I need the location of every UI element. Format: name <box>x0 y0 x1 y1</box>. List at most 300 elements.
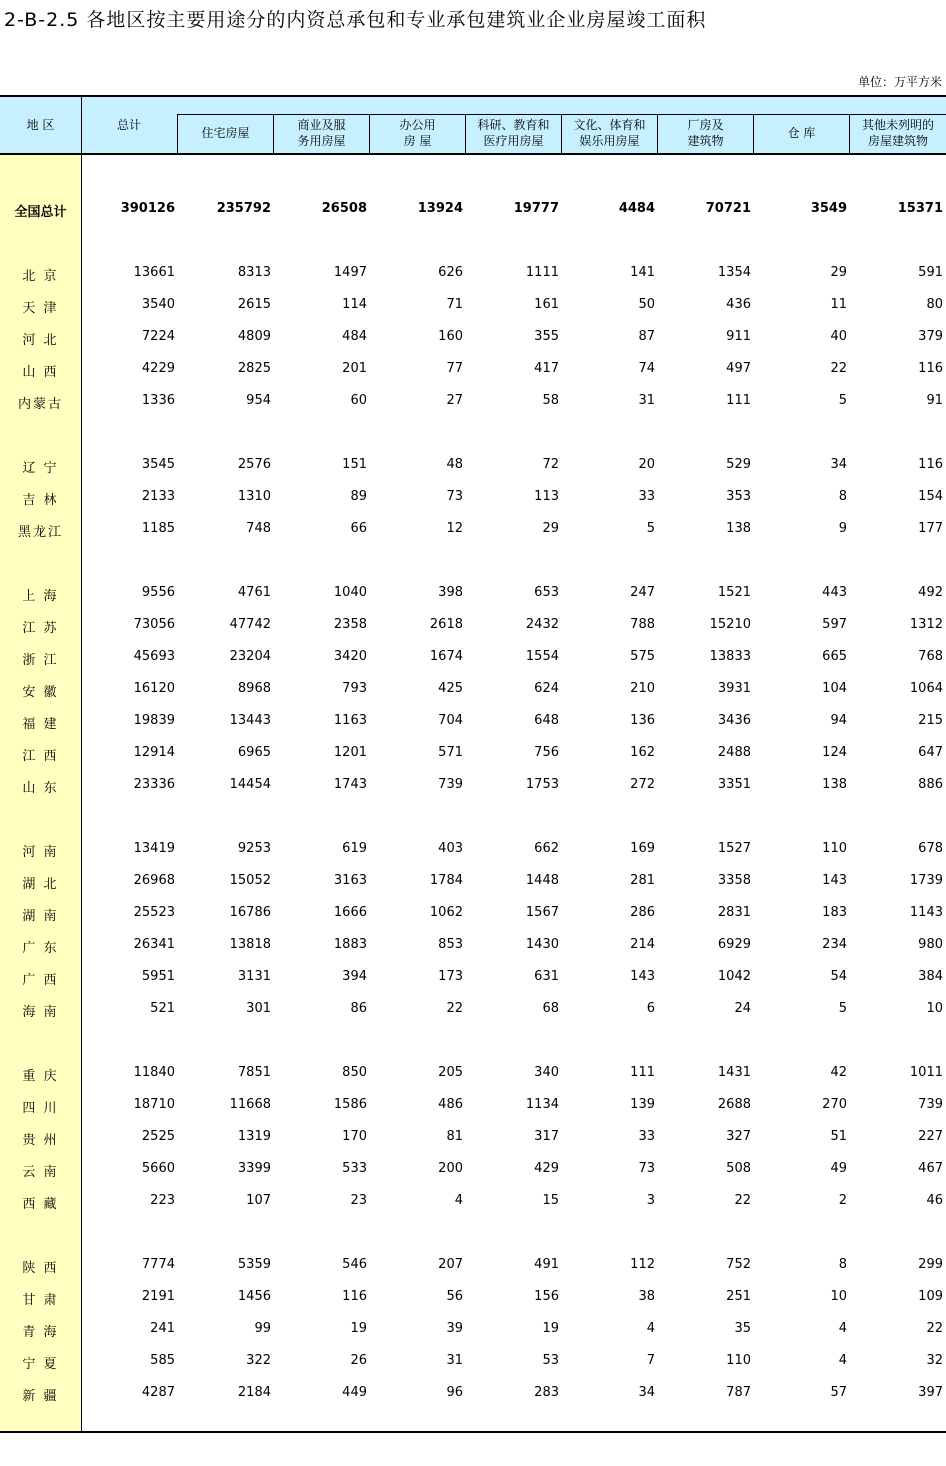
table-cell: 3131 <box>237 969 271 984</box>
region-name: 陕 西 <box>22 1261 59 1276</box>
table-cell: 648 <box>534 713 559 728</box>
table-cell: 136 <box>630 713 655 728</box>
table-cell: 39 <box>446 1321 463 1336</box>
region-name: 江 西 <box>22 749 59 764</box>
table-cell: 1431 <box>717 1065 751 1080</box>
header-col-line1: 厂房及 <box>687 118 724 132</box>
table-cell: 49 <box>830 1161 847 1176</box>
header-col <box>562 117 657 149</box>
region-name: 河 北 <box>22 333 59 348</box>
header-col-line2: 房屋建筑物 <box>867 134 928 148</box>
table-cell: 47742 <box>229 617 271 632</box>
table-cell: 116 <box>918 457 943 472</box>
table-cell: 425 <box>438 681 463 696</box>
table-cell: 4 <box>454 1193 463 1208</box>
table-cell: 1336 <box>141 393 175 408</box>
table-cell: 1497 <box>333 265 367 280</box>
table-cell: 575 <box>630 649 655 664</box>
table-row <box>0 897 946 929</box>
total-row <box>0 193 946 225</box>
table-cell: 301 <box>246 1001 271 1016</box>
table-cell: 104 <box>822 681 847 696</box>
table-cell: 591 <box>918 265 943 280</box>
table-cell: 665 <box>822 649 847 664</box>
table-cell: 2488 <box>717 745 751 760</box>
table-cell: 20 <box>638 457 655 472</box>
table-cell: 390126 <box>120 201 175 216</box>
table-cell: 223 <box>150 1193 175 1208</box>
table-cell: 77 <box>446 361 463 376</box>
table-cell: 486 <box>438 1097 463 1112</box>
table-cell: 31 <box>446 1353 463 1368</box>
table-cell: 247 <box>630 585 655 600</box>
table-cell: 5 <box>838 1001 847 1016</box>
table-cell: 546 <box>342 1257 367 1272</box>
table-cell: 251 <box>726 1289 751 1304</box>
table-row <box>0 609 946 641</box>
table-cell: 96 <box>446 1385 463 1400</box>
table-cell: 768 <box>918 649 943 664</box>
table-cell: 8313 <box>237 265 271 280</box>
region-name: 云 南 <box>22 1165 59 1180</box>
table-cell: 497 <box>726 361 751 376</box>
table-cell: 13443 <box>229 713 271 728</box>
table-cell: 1312 <box>909 617 943 632</box>
table-cell: 1586 <box>333 1097 367 1112</box>
table-cell: 40 <box>830 329 847 344</box>
table-cell: 2358 <box>333 617 367 632</box>
header-col <box>178 125 273 141</box>
table-row <box>0 865 946 897</box>
table-cell: 1354 <box>717 265 751 280</box>
region-name: 浙 江 <box>22 653 59 668</box>
table-cell: 151 <box>342 457 367 472</box>
table-cell: 116 <box>342 1289 367 1304</box>
table-cell: 13661 <box>133 265 175 280</box>
table-row <box>0 353 946 385</box>
header-col-line1: 仓 库 <box>787 126 816 140</box>
table-cell: 2 <box>838 1193 847 1208</box>
table-cell: 4 <box>838 1353 847 1368</box>
table-cell: 467 <box>918 1161 943 1176</box>
table-cell: 3436 <box>717 713 751 728</box>
table-cell: 7224 <box>141 329 175 344</box>
table-cell: 3545 <box>141 457 175 472</box>
table-cell: 739 <box>438 777 463 792</box>
table-cell: 23204 <box>229 649 271 664</box>
table-cell: 6 <box>646 1001 655 1016</box>
table-row <box>0 705 946 737</box>
table-cell: 87 <box>638 329 655 344</box>
header-total: 总计 <box>116 118 141 132</box>
table-cell: 270 <box>822 1097 847 1112</box>
table-cell: 1042 <box>717 969 751 984</box>
region-name: 甘 肃 <box>22 1293 59 1308</box>
table-cell: 492 <box>918 585 943 600</box>
table-row <box>0 769 946 801</box>
table-row <box>0 1377 946 1409</box>
table-cell: 13818 <box>229 937 271 952</box>
table-cell: 1040 <box>333 585 367 600</box>
table-cell: 16786 <box>229 905 271 920</box>
table-cell: 3540 <box>141 297 175 312</box>
table-cell: 4761 <box>237 585 271 600</box>
table-cell: 15210 <box>709 617 751 632</box>
table-cell: 739 <box>918 1097 943 1112</box>
region-name: 福 建 <box>22 717 59 732</box>
table-cell: 162 <box>630 745 655 760</box>
table-cell: 299 <box>918 1257 943 1272</box>
table-cell: 1567 <box>525 905 559 920</box>
table-cell: 443 <box>822 585 847 600</box>
table-cell: 355 <box>534 329 559 344</box>
page-title: 2-B-2.5 各地区按主要用途分的内资总承包和专业承包建筑业企业房屋竣工面积 <box>4 9 707 31</box>
table-cell: 5951 <box>141 969 175 984</box>
table-cell: 954 <box>246 393 271 408</box>
region-name: 青 海 <box>22 1325 59 1340</box>
header-col <box>274 117 369 149</box>
table-cell: 8 <box>838 1257 847 1272</box>
table-cell: 73 <box>638 1161 655 1176</box>
table-cell: 484 <box>342 329 367 344</box>
table-cell: 19777 <box>513 201 559 216</box>
table-cell: 272 <box>630 777 655 792</box>
table-cell: 4 <box>838 1321 847 1336</box>
table-cell: 1554 <box>525 649 559 664</box>
table-cell: 22 <box>926 1321 943 1336</box>
table-cell: 116 <box>918 361 943 376</box>
table-cell: 1011 <box>909 1065 943 1080</box>
table-row <box>0 929 946 961</box>
table-cell: 1883 <box>333 937 367 952</box>
table-cell: 886 <box>918 777 943 792</box>
table-cell: 379 <box>918 329 943 344</box>
table-cell: 71 <box>446 297 463 312</box>
table-cell: 109 <box>918 1289 943 1304</box>
table-cell: 853 <box>438 937 463 952</box>
table-cell: 12914 <box>133 745 175 760</box>
table-cell: 48 <box>446 457 463 472</box>
table-row <box>0 1185 946 1217</box>
region-name: 吉 林 <box>22 493 59 508</box>
table-row <box>0 1089 946 1121</box>
table-cell: 2615 <box>237 297 271 312</box>
table-cell: 26341 <box>133 937 175 952</box>
table-cell: 110 <box>726 1353 751 1368</box>
table-cell: 1134 <box>525 1097 559 1112</box>
table-cell: 114 <box>342 297 367 312</box>
table-cell: 1674 <box>429 649 463 664</box>
table-cell: 2432 <box>525 617 559 632</box>
table-cell: 9253 <box>237 841 271 856</box>
table-row <box>0 385 946 417</box>
table-cell: 14454 <box>229 777 271 792</box>
table-cell: 429 <box>534 1161 559 1176</box>
table-cell: 110 <box>822 841 847 856</box>
table-cell: 340 <box>534 1065 559 1080</box>
table-cell: 1143 <box>909 905 943 920</box>
table-cell: 73056 <box>133 617 175 632</box>
table-cell: 11840 <box>133 1065 175 1080</box>
table-cell: 56 <box>446 1289 463 1304</box>
table-cell: 15371 <box>897 201 943 216</box>
table-cell: 1062 <box>429 905 463 920</box>
table-cell: 214 <box>630 937 655 952</box>
table-cell: 138 <box>822 777 847 792</box>
table-cell: 169 <box>630 841 655 856</box>
table-cell: 13833 <box>709 649 751 664</box>
table-cell: 124 <box>822 745 847 760</box>
table-cell: 394 <box>342 969 367 984</box>
table-row <box>0 833 946 865</box>
header-col-line2: 建筑物 <box>687 134 724 148</box>
table-cell: 141 <box>630 265 655 280</box>
table-cell: 322 <box>246 1353 271 1368</box>
region-name: 广 东 <box>22 941 59 956</box>
region-name: 河 南 <box>22 845 59 860</box>
table-cell: 54 <box>830 969 847 984</box>
table-cell: 111 <box>630 1065 655 1080</box>
table-cell: 521 <box>150 1001 175 1016</box>
table-cell: 26508 <box>321 201 367 216</box>
table-cell: 397 <box>918 1385 943 1400</box>
table-cell: 529 <box>726 457 751 472</box>
table-cell: 26 <box>350 1353 367 1368</box>
table-cell: 1430 <box>525 937 559 952</box>
table-cell: 631 <box>534 969 559 984</box>
table-cell: 3163 <box>333 873 367 888</box>
table-cell: 5359 <box>237 1257 271 1272</box>
header-col <box>754 125 849 141</box>
table-cell: 210 <box>630 681 655 696</box>
table-cell: 1739 <box>909 873 943 888</box>
table-cell: 317 <box>534 1129 559 1144</box>
table-cell: 748 <box>246 521 271 536</box>
table-cell: 752 <box>726 1257 751 1272</box>
table-cell: 94 <box>830 713 847 728</box>
table-cell: 200 <box>438 1161 463 1176</box>
region-name: 重 庆 <box>22 1069 59 1084</box>
table-cell: 22 <box>830 361 847 376</box>
table-cell: 417 <box>534 361 559 376</box>
table-cell: 1310 <box>237 489 271 504</box>
table-cell: 678 <box>918 841 943 856</box>
table-cell: 624 <box>534 681 559 696</box>
table-cell: 80 <box>926 297 943 312</box>
table-row <box>0 1057 946 1089</box>
table-cell: 449 <box>342 1385 367 1400</box>
table-cell: 2825 <box>237 361 271 376</box>
table-cell: 81 <box>446 1129 463 1144</box>
table-cell: 9 <box>838 521 847 536</box>
table-cell: 154 <box>918 489 943 504</box>
region-name: 天 津 <box>22 301 59 316</box>
table-top-rule <box>0 95 946 97</box>
table-cell: 2184 <box>237 1385 271 1400</box>
header-col <box>466 117 561 149</box>
table-cell: 436 <box>726 297 751 312</box>
table-cell: 2133 <box>141 489 175 504</box>
table-cell: 1527 <box>717 841 751 856</box>
table-cell: 1666 <box>333 905 367 920</box>
table-cell: 3931 <box>717 681 751 696</box>
table-cell: 619 <box>342 841 367 856</box>
table-row <box>0 257 946 289</box>
table-cell: 597 <box>822 617 847 632</box>
table-cell: 42 <box>830 1065 847 1080</box>
table-cell: 1064 <box>909 681 943 696</box>
table-cell: 160 <box>438 329 463 344</box>
table-cell: 11 <box>830 297 847 312</box>
table-row <box>0 737 946 769</box>
table-cell: 86 <box>350 1001 367 1016</box>
table-cell: 793 <box>342 681 367 696</box>
table-cell: 1201 <box>333 745 367 760</box>
table-cell: 4287 <box>141 1385 175 1400</box>
table-cell: 73 <box>446 489 463 504</box>
table-cell: 29 <box>830 265 847 280</box>
table-cell: 45693 <box>133 649 175 664</box>
table-cell: 89 <box>350 489 367 504</box>
table-cell: 491 <box>534 1257 559 1272</box>
table-cell: 68 <box>542 1001 559 1016</box>
region-name: 全国总计 <box>14 205 67 220</box>
table-cell: 143 <box>630 969 655 984</box>
table-cell: 585 <box>150 1353 175 1368</box>
table-row <box>0 1313 946 1345</box>
table-cell: 2688 <box>717 1097 751 1112</box>
table-cell: 138 <box>726 521 751 536</box>
region-name: 海 南 <box>22 1005 59 1020</box>
table-cell: 8 <box>838 489 847 504</box>
table-row <box>0 481 946 513</box>
table-cell: 327 <box>726 1129 751 1144</box>
header-col-line1: 文化、体育和 <box>573 118 646 132</box>
region-name: 北 京 <box>22 269 59 284</box>
table-cell: 156 <box>534 1289 559 1304</box>
table-cell: 10 <box>926 1001 943 1016</box>
header-col <box>370 117 465 149</box>
table-cell: 234 <box>822 937 847 952</box>
table-row <box>0 1345 946 1377</box>
table-cell: 227 <box>918 1129 943 1144</box>
region-name: 宁 夏 <box>22 1357 59 1372</box>
table-cell: 5 <box>838 393 847 408</box>
table-cell: 19 <box>542 1321 559 1336</box>
table-cell: 6965 <box>237 745 271 760</box>
table-cell: 22 <box>734 1193 751 1208</box>
table-cell: 384 <box>918 969 943 984</box>
table-cell: 60 <box>350 393 367 408</box>
table-cell: 19 <box>350 1321 367 1336</box>
table-cell: 7 <box>646 1353 655 1368</box>
table-cell: 980 <box>918 937 943 952</box>
table-row <box>0 641 946 673</box>
table-cell: 1521 <box>717 585 751 600</box>
table-cell: 1319 <box>237 1129 271 1144</box>
table-cell: 38 <box>638 1289 655 1304</box>
table-row <box>0 513 946 545</box>
table-cell: 788 <box>630 617 655 632</box>
table-cell: 22 <box>446 1001 463 1016</box>
header-bottom-rule <box>0 153 946 155</box>
region-name: 山 东 <box>22 781 59 796</box>
table-cell: 626 <box>438 265 463 280</box>
header-col-line1: 商业及服 <box>297 118 346 132</box>
table-cell: 11668 <box>229 1097 271 1112</box>
header-col <box>658 117 753 149</box>
table-cell: 1163 <box>333 713 367 728</box>
table-cell: 70721 <box>705 201 751 216</box>
table-cell: 6929 <box>717 937 751 952</box>
table-cell: 353 <box>726 489 751 504</box>
table-cell: 1784 <box>429 873 463 888</box>
table-cell: 19839 <box>133 713 175 728</box>
table-cell: 756 <box>534 745 559 760</box>
table-cell: 207 <box>438 1257 463 1272</box>
table-cell: 2576 <box>237 457 271 472</box>
table-cell: 662 <box>534 841 559 856</box>
header-col-line2: 房 屋 <box>403 134 432 148</box>
table-cell: 241 <box>150 1321 175 1336</box>
table-cell: 787 <box>726 1385 751 1400</box>
table-cell: 24 <box>734 1001 751 1016</box>
table-cell: 72 <box>542 457 559 472</box>
table-cell: 161 <box>534 297 559 312</box>
table-cell: 15052 <box>229 873 271 888</box>
table-cell: 51 <box>830 1129 847 1144</box>
unit-label: 单位：万平方米 <box>857 75 942 89</box>
table-cell: 4229 <box>141 361 175 376</box>
table-cell: 4809 <box>237 329 271 344</box>
region-name: 内蒙古 <box>17 397 63 412</box>
table-cell: 1448 <box>525 873 559 888</box>
table-cell: 58 <box>542 393 559 408</box>
table-cell: 10 <box>830 1289 847 1304</box>
region-name: 辽 宁 <box>22 461 59 476</box>
table-cell: 26968 <box>133 873 175 888</box>
table-cell: 4 <box>646 1321 655 1336</box>
table-cell: 2525 <box>141 1129 175 1144</box>
table-row <box>0 321 946 353</box>
table-cell: 201 <box>342 361 367 376</box>
table-cell: 25523 <box>133 905 175 920</box>
header-col-line2: 医疗用房屋 <box>483 134 544 148</box>
table-cell: 23 <box>350 1193 367 1208</box>
table-cell: 107 <box>246 1193 271 1208</box>
table-cell: 286 <box>630 905 655 920</box>
table-cell: 8968 <box>237 681 271 696</box>
table-cell: 1753 <box>525 777 559 792</box>
table-cell: 170 <box>342 1129 367 1144</box>
region-name: 西 藏 <box>22 1197 59 1212</box>
region-name: 江 苏 <box>22 621 59 636</box>
table-cell: 1111 <box>525 265 559 280</box>
header-col-line2: 娱乐用房屋 <box>579 134 640 148</box>
table-cell: 508 <box>726 1161 751 1176</box>
table-cell: 173 <box>438 969 463 984</box>
table-cell: 57 <box>830 1385 847 1400</box>
table-cell: 35 <box>734 1321 751 1336</box>
table-row <box>0 1153 946 1185</box>
table-cell: 33 <box>638 489 655 504</box>
table-cell: 7774 <box>141 1257 175 1272</box>
table-cell: 32 <box>926 1353 943 1368</box>
table-cell: 53 <box>542 1353 559 1368</box>
table-cell: 2831 <box>717 905 751 920</box>
table-cell: 15 <box>542 1193 559 1208</box>
header-region: 地 区 <box>26 118 55 132</box>
